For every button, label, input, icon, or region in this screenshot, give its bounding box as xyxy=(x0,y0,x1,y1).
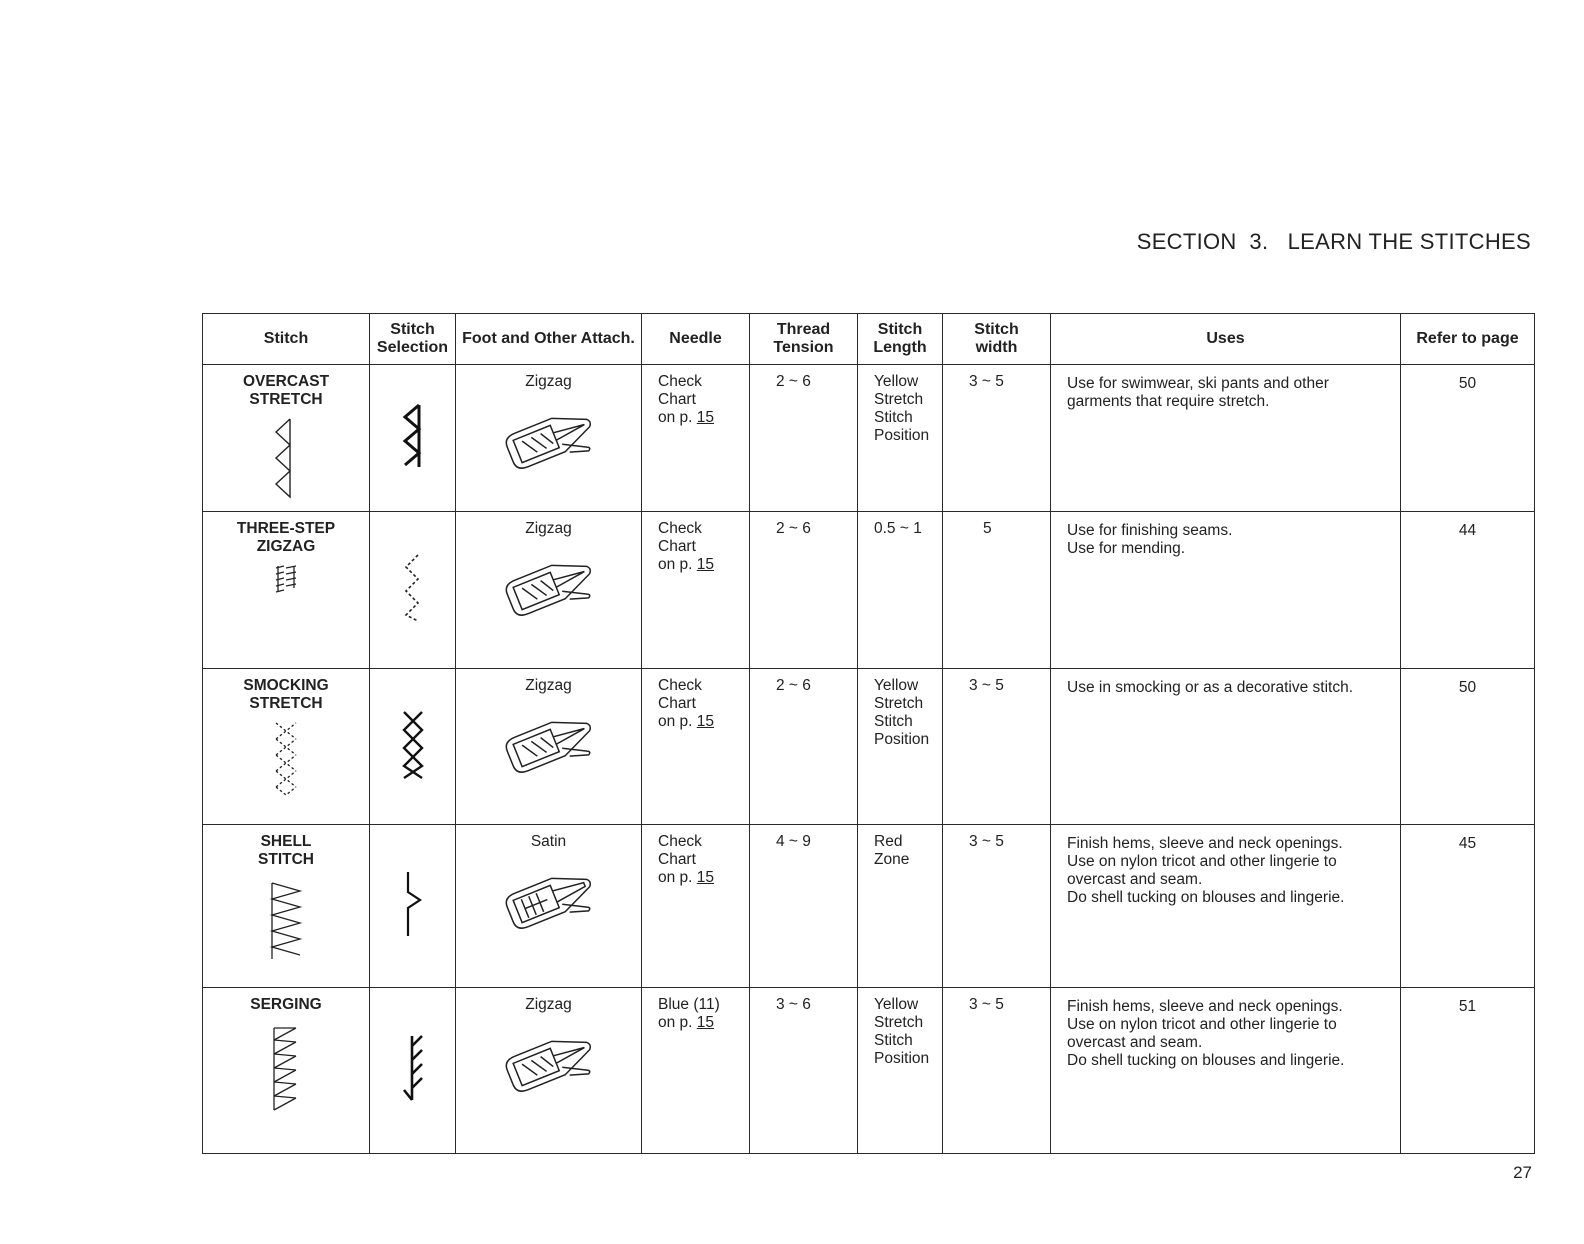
header-stitch-width: Stitch width xyxy=(943,314,1051,365)
satin-foot-icon xyxy=(494,861,604,941)
stitch-width-cell: 3 ~ 5 xyxy=(943,365,1051,512)
foot-label: Zigzag xyxy=(525,677,572,694)
stitch-width-cell: 3 ~ 5 xyxy=(943,988,1051,1154)
needle-text: Check Chart on p. xyxy=(658,373,702,426)
refer-page-cell: 44 xyxy=(1401,512,1535,669)
needle-cell xyxy=(642,512,750,669)
stitch-length-cell: Red Zone xyxy=(858,825,943,988)
uses-cell: Use in smocking or as a decorative stitch. xyxy=(1051,669,1401,825)
refer-page-cell: 50 xyxy=(1401,365,1535,512)
header-thread-tension: Thread Tension xyxy=(750,314,858,365)
stitch-selection-cell xyxy=(370,988,456,1154)
thread-tension-cell: 2 ~ 6 xyxy=(750,512,858,669)
header-row xyxy=(203,314,1535,365)
stitch-cell xyxy=(203,825,370,988)
needle-page-link[interactable]: 15 xyxy=(696,869,715,886)
uses-cell: Use for finishing seams. Use for mending. xyxy=(1051,512,1401,669)
three-step-zigzag-diagram-icon xyxy=(266,562,306,602)
foot-label: Zigzag xyxy=(525,996,572,1013)
needle-text: Check Chart on p. xyxy=(658,520,702,573)
stitch-width-cell: 3 ~ 5 xyxy=(943,825,1051,988)
foot-label: Satin xyxy=(530,833,567,850)
overcast-stretch-diagram-icon xyxy=(266,415,306,507)
foot-label: Zigzag xyxy=(525,373,572,390)
stitch-width-cell: 3 ~ 5 xyxy=(943,669,1051,825)
stitch-length-cell: 0.5 ~ 1 xyxy=(858,512,943,669)
foot-cell xyxy=(456,512,642,669)
header-foot: Foot and Other Attach. xyxy=(456,314,642,365)
page-number: 27 xyxy=(1513,1163,1532,1182)
stitch-cell xyxy=(203,669,370,825)
header-uses: Uses xyxy=(1051,314,1401,365)
needle-text: Blue (11) on p. xyxy=(658,996,720,1031)
overcast-stretch-selection-icon xyxy=(393,401,433,471)
shell-stitch-diagram-icon xyxy=(264,875,308,965)
refer-page-cell: 51 xyxy=(1401,988,1535,1154)
serging-diagram-icon xyxy=(264,1020,308,1116)
stitch-selection-cell xyxy=(370,825,456,988)
needle-cell xyxy=(642,988,750,1154)
stitch-width-cell: 5 xyxy=(943,512,1051,669)
smocking-stretch-selection-icon xyxy=(396,708,430,780)
serging-selection-icon xyxy=(398,1032,428,1104)
foot-cell xyxy=(456,988,642,1154)
table-row xyxy=(203,825,1535,988)
table-row xyxy=(203,512,1535,669)
header-stitch-selection: Stitch Selection xyxy=(370,314,456,365)
refer-page-cell: 50 xyxy=(1401,669,1535,825)
stitch-name: OVERCAST STRETCH xyxy=(242,373,330,408)
foot-cell xyxy=(456,825,642,988)
needle-page-link[interactable]: 15 xyxy=(696,556,715,573)
zigzag-foot-icon xyxy=(494,1024,604,1104)
thread-tension-cell: 3 ~ 6 xyxy=(750,988,858,1154)
stitch-length-cell: Yellow Stretch Stitch Position xyxy=(858,988,943,1154)
header-stitch: Stitch xyxy=(203,314,370,365)
refer-page-cell: 45 xyxy=(1401,825,1535,988)
stitch-table xyxy=(202,313,1535,1154)
stitch-length-cell: Yellow Stretch Stitch Position xyxy=(858,365,943,512)
table-row xyxy=(203,365,1535,512)
header-stitch-length: Stitch Length xyxy=(858,314,943,365)
uses-cell: Use for swimwear, ski pants and other garments that require stretch. xyxy=(1051,365,1401,512)
stitch-name: SMOCKING STRETCH xyxy=(243,677,329,712)
stitch-cell xyxy=(203,988,370,1154)
needle-cell xyxy=(642,669,750,825)
thread-tension-cell: 2 ~ 6 xyxy=(750,365,858,512)
thread-tension-cell: 2 ~ 6 xyxy=(750,669,858,825)
foot-cell xyxy=(456,669,642,825)
stitch-length-cell: Yellow Stretch Stitch Position xyxy=(858,669,943,825)
needle-text: Check Chart on p. xyxy=(658,677,702,730)
stitch-name: SHELL STITCH xyxy=(258,833,314,868)
uses-cell: Finish hems, sleeve and neck openings. Use on nylon tricot and other lingerie to overcast and seam. Do shell tucking on blouses and lingerie. xyxy=(1051,825,1401,988)
foot-label: Zigzag xyxy=(525,520,572,537)
section-title: SECTION 3. LEARN THE STITCHES xyxy=(1136,229,1531,254)
three-step-zigzag-selection-icon xyxy=(398,551,428,625)
zigzag-foot-icon xyxy=(494,401,604,481)
stitch-name: THREE-STEP ZIGZAG xyxy=(236,520,336,555)
stitch-cell xyxy=(203,512,370,669)
table-row xyxy=(203,669,1535,825)
stitch-selection-cell xyxy=(370,669,456,825)
stitch-selection-cell xyxy=(370,365,456,512)
foot-cell xyxy=(456,365,642,512)
needle-page-link[interactable]: 15 xyxy=(696,713,715,730)
needle-page-link[interactable]: 15 xyxy=(696,1014,715,1031)
shell-stitch-selection-icon xyxy=(398,868,428,940)
header-needle: Needle xyxy=(642,314,750,365)
thread-tension-cell: 4 ~ 9 xyxy=(750,825,858,988)
needle-cell xyxy=(642,365,750,512)
table-row xyxy=(203,988,1535,1154)
stitch-name: SERGING xyxy=(250,996,322,1013)
zigzag-foot-icon xyxy=(494,548,604,628)
zigzag-foot-icon xyxy=(494,705,604,785)
needle-text: Check Chart on p. xyxy=(658,833,702,886)
stitch-cell xyxy=(203,365,370,512)
header-refer-to-page: Refer to page xyxy=(1401,314,1535,365)
uses-cell: Finish hems, sleeve and neck openings. Use on nylon tricot and other lingerie to overcast and seam. Do shell tucking on blouses and lingerie. xyxy=(1051,988,1401,1154)
needle-page-link[interactable]: 15 xyxy=(696,409,715,426)
needle-cell xyxy=(642,825,750,988)
stitch-selection-cell xyxy=(370,512,456,669)
smocking-stretch-diagram-icon xyxy=(266,719,306,799)
